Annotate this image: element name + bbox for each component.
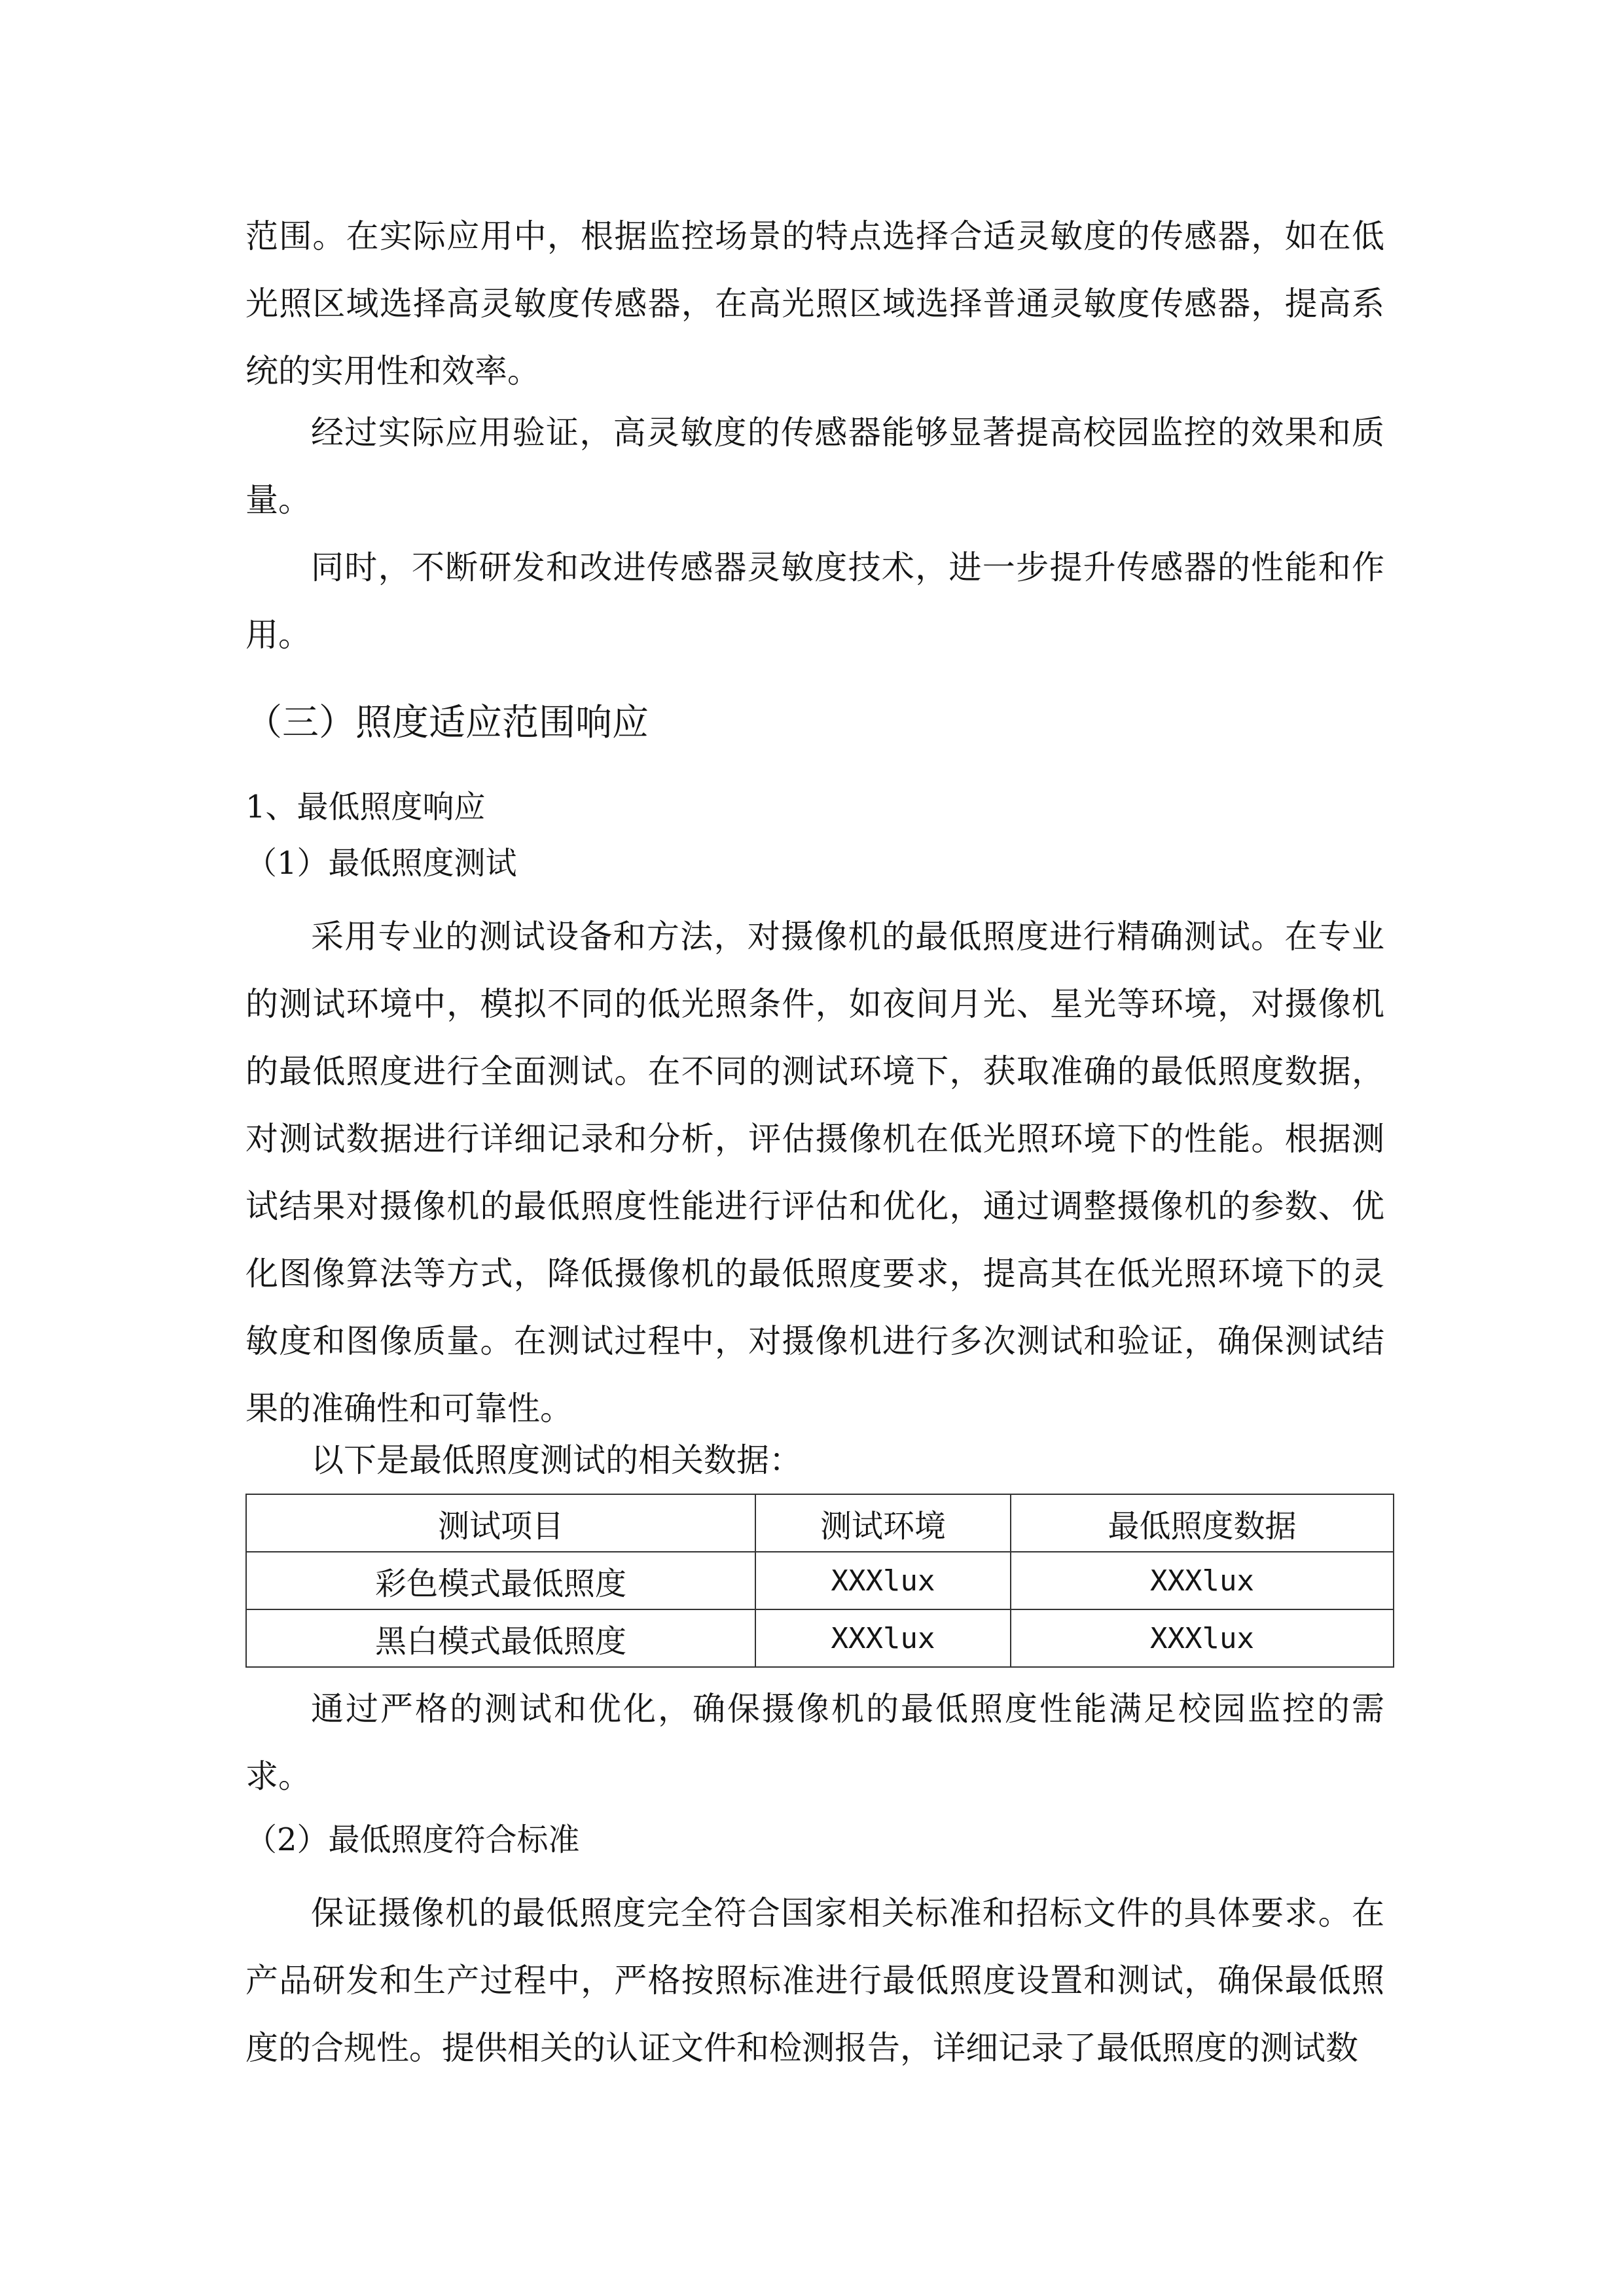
table-header-row bbox=[246, 1494, 1394, 1552]
table-cell: XXXlux bbox=[1011, 1552, 1394, 1609]
subsection-heading: 1、最低照度响应 bbox=[245, 789, 486, 825]
paragraph-table-intro: 以下是最低照度测试的相关数据： bbox=[311, 1441, 802, 1479]
table-header-cell: 最低照度数据 bbox=[1011, 1494, 1394, 1552]
table-cell: XXXlux bbox=[755, 1552, 1011, 1609]
table-cell: XXXlux bbox=[755, 1609, 1011, 1667]
paragraph-sensor-range: 范围。在实际应用中，根据监控场景的特点选择合适灵敏度的传感器，如在低光照区域选择高灵敏度传感器，在高光照区域选择普通灵敏度传感器，提高系统的实用性和效率。 bbox=[245, 217, 1384, 390]
table-cell: 黑白模式最低照度 bbox=[246, 1609, 755, 1667]
table-row bbox=[246, 1609, 1394, 1667]
min-illumination-table bbox=[245, 1494, 1393, 1668]
sub-subsection-heading-standard: （2）最低照度符合标准 bbox=[245, 1821, 580, 1858]
table-cell: XXXlux bbox=[1011, 1609, 1394, 1667]
section-heading: （三）照度适应范围响应 bbox=[245, 702, 649, 744]
paragraph-test-conclusion: 通过严格的测试和优化，确保摄像机的最低照度性能满足校园监控的需求。 bbox=[245, 1690, 1384, 1795]
sub-subsection-heading-test: （1）最低照度测试 bbox=[245, 845, 517, 882]
table-cell: 彩色模式最低照度 bbox=[246, 1552, 755, 1609]
paragraph-verification: 经过实际应用验证，高灵敏度的传感器能够显著提高校园监控的效果和质量。 bbox=[245, 414, 1384, 519]
paragraph-standard-compliance: 保证摄像机的最低照度完全符合国家相关标准和招标文件的具体要求。在产品研发和生产过程中，严格按照标准进行最低照度设置和测试，确保最低照度的合规性。提供相关的认证文件和检测报告，详细记录了最低照度的测试数 bbox=[245, 1894, 1384, 2067]
table-header-cell: 测试环境 bbox=[755, 1494, 1011, 1552]
paragraph-ongoing-development: 同时，不断研发和改进传感器灵敏度技术，进一步提升传感器的性能和作用。 bbox=[245, 548, 1384, 654]
table-row bbox=[246, 1552, 1394, 1609]
table-header-cell: 测试项目 bbox=[246, 1494, 755, 1552]
paragraph-test-method: 采用专业的测试设备和方法，对摄像机的最低照度进行精确测试。在专业的测试环境中，模拟不同的低光照条件，如夜间月光、星光等环境，对摄像机的最低照度进行全面测试。在不同的测试环境下，获取准确的最低照度数据，对测试数据进行详细记录和分析，评估摄像机在低光照环境下的性能。根据测试结果对摄像机的最低照度性能进行评估和优化，通过调整摄像机的参数、优化图像算法等方式，降低摄像机的最低照度要求，提高其在低光照环境下的灵敏度和图像质量。在测试过程中，对摄像机进行多次测试和验证，确保测试结果的准确性和可靠性。 bbox=[245, 918, 1384, 1427]
